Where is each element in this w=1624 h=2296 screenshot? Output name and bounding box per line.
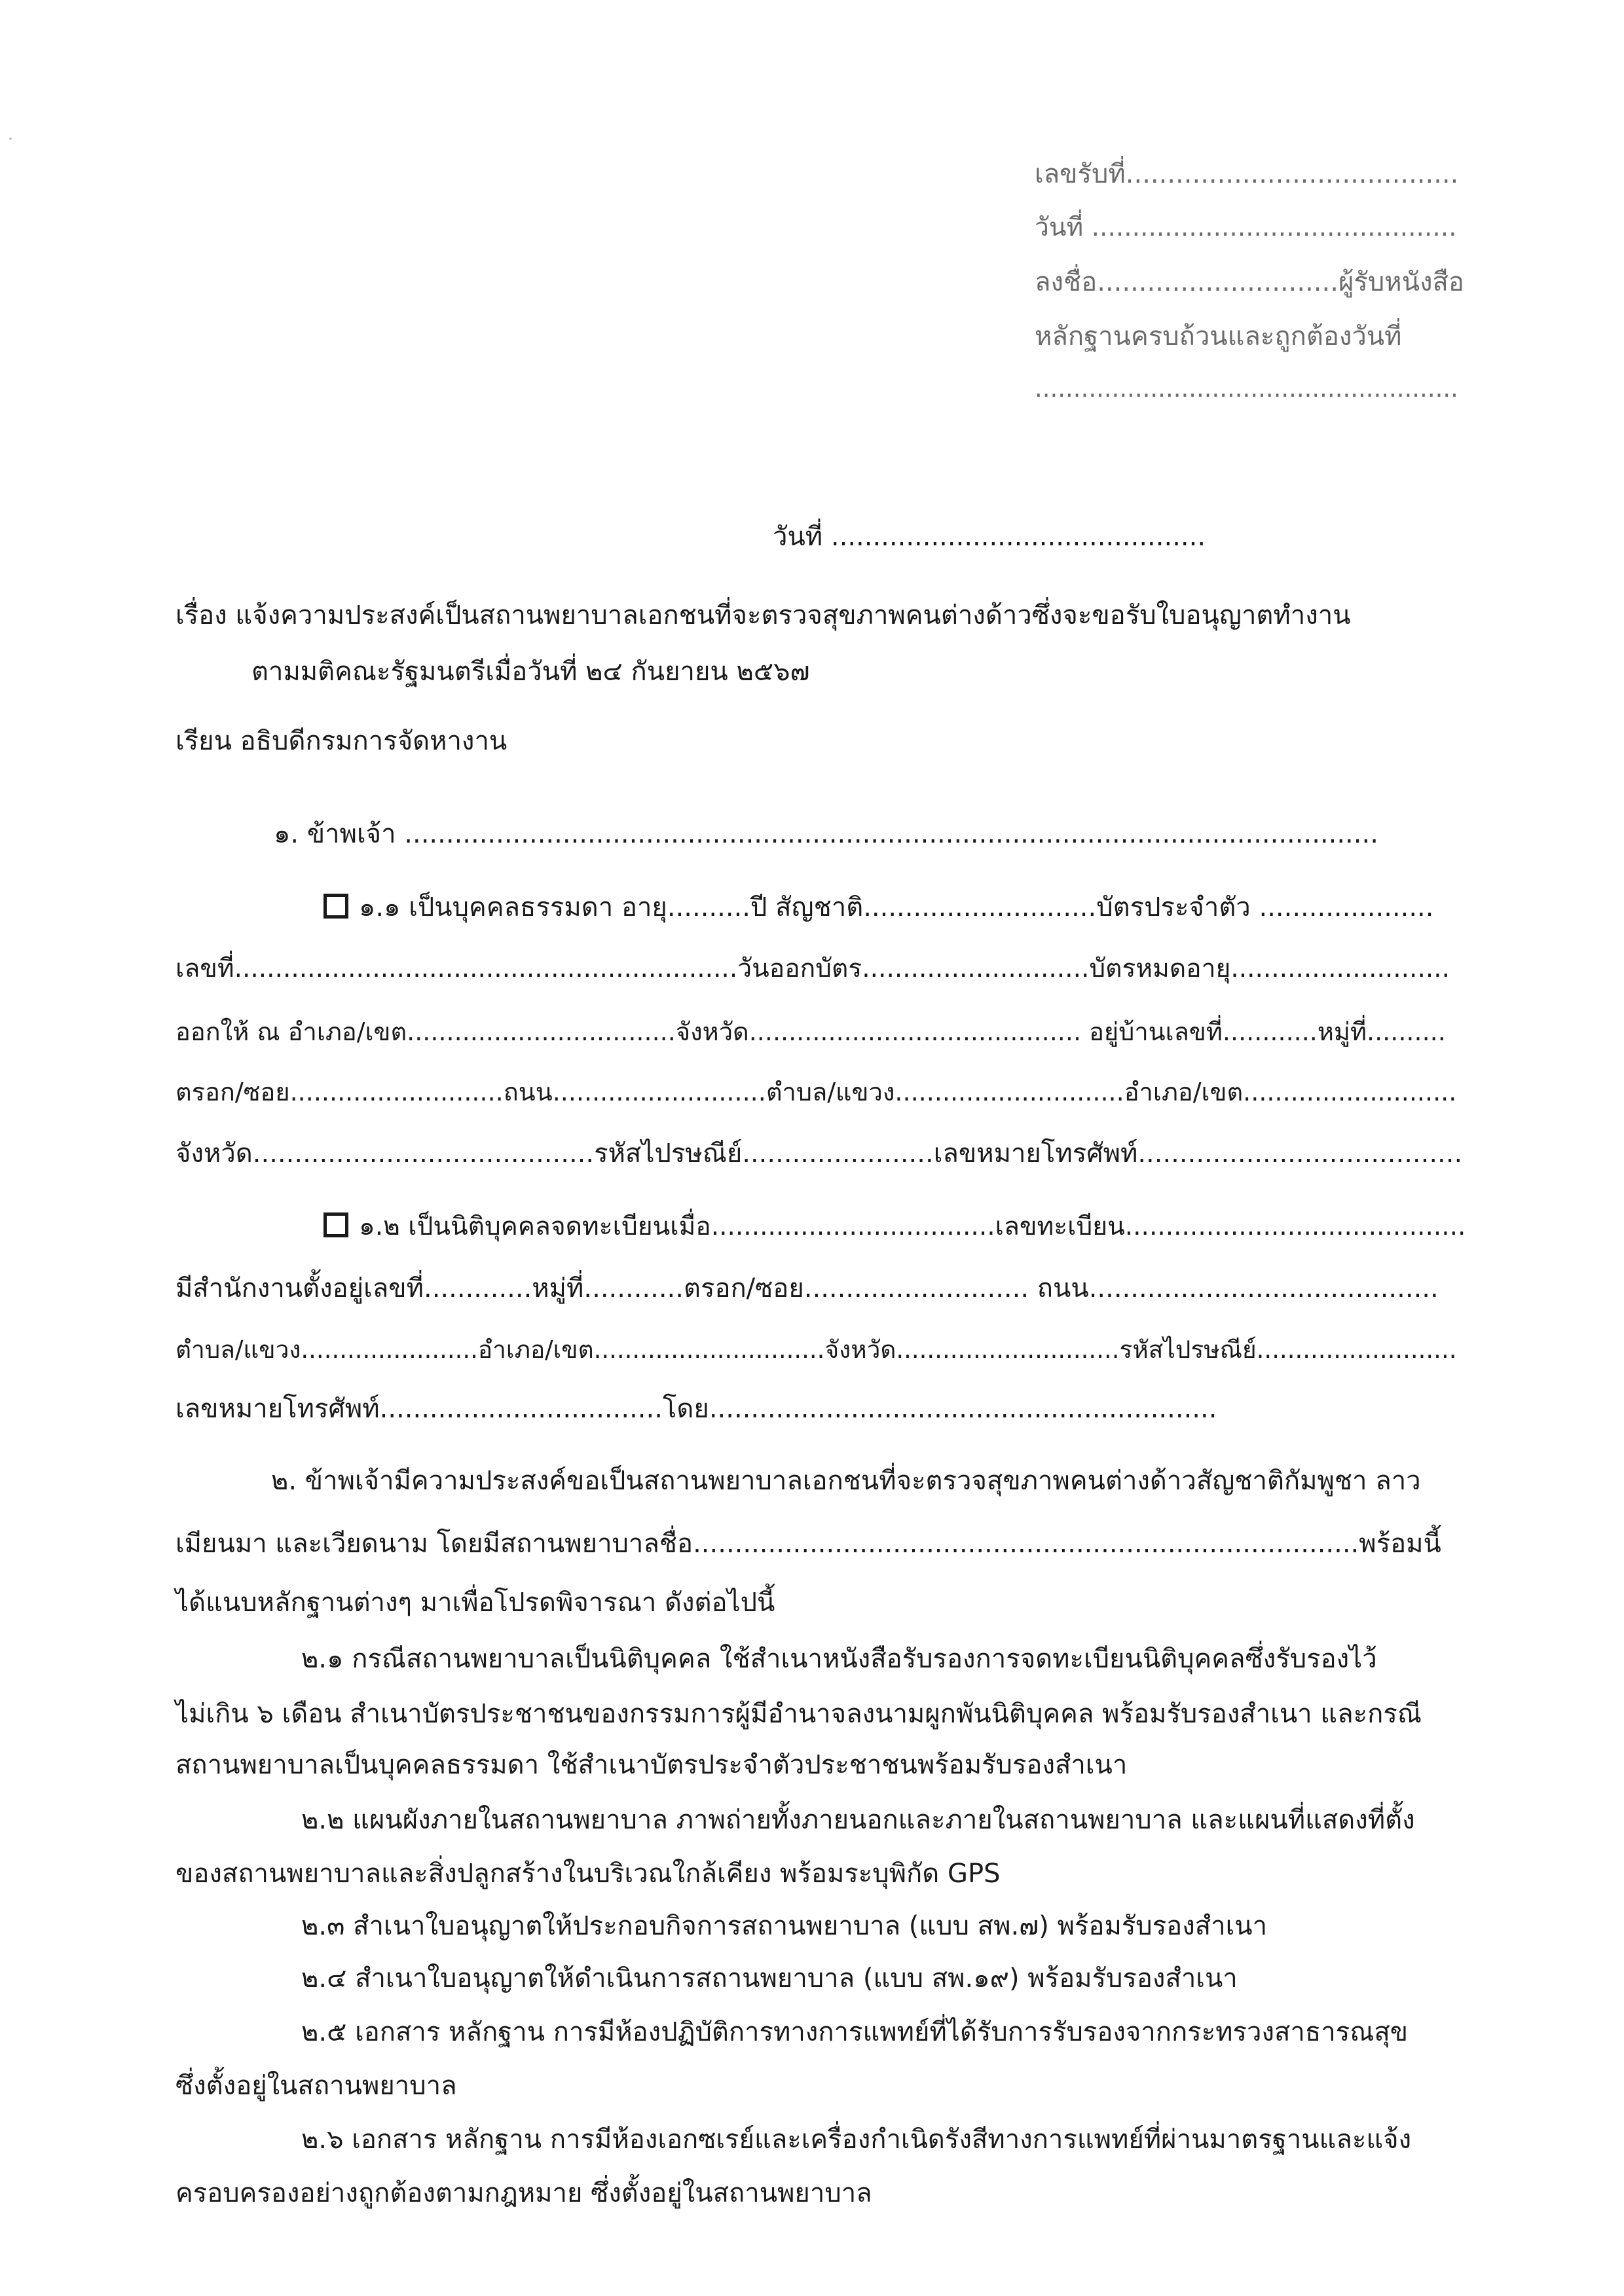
juristic-person-option — [323, 1209, 1466, 1245]
item-2-4-line-1: ๒.๔ สำเนาใบอนุญาตให้ดำเนินการสถานพยาบาล (แบบ สพ.๑๙) พร้อมรับรองสำเนา — [301, 1963, 1238, 1994]
applicant-name-field: ๑. ข้าพเจ้า ..................................................................................................................... — [274, 819, 1378, 849]
item-2-5-line-2: ซึ่งตั้งอยู่ในสถานพยาบาล — [175, 2071, 457, 2101]
subject-line-2: ตามมติคณะรัฐมนตรีเมื่อวันที่ ๒๔ กันยายน ๒๕๖๗ — [251, 657, 810, 687]
recipient-line: เรียน อธิบดีกรมการจัดหางาน — [175, 726, 507, 756]
juristic-person-line-4: เลขหมายโทรศัพท์..................................โดย............................................................. — [175, 1394, 1217, 1424]
receipt-evidence-date-field: ....................................................... — [1035, 374, 1458, 403]
scan-speck — [9, 137, 12, 140]
section2-line-3: ได้แนบหลักฐานต่างๆ มาเพื่อโปรดพิจารณา ดังต่อไปนี้ — [175, 1588, 775, 1618]
natural-person-checkbox[interactable] — [323, 894, 348, 919]
natural-person-line-3: ออกให้ ณ อำเภอ/เขต..................................จังหวัด.......................................... อยู่บ้านเลขที่............หมู่ที่.......... — [175, 1017, 1446, 1046]
item-2-1-line-3: สถานพยาบาลเป็นบุคคลธรรมดา ใช้สำเนาบัตรประจำตัวประชาชนพร้อมรับรองสำเนา — [175, 1750, 1128, 1780]
juristic-person-line-2: มีสำนักงานตั้งอยู่เลขที่.............หมู่ที่............ตรอก/ซอย........................... ถนน.......................................... — [175, 1273, 1439, 1303]
juristic-person-checkbox[interactable] — [323, 1212, 348, 1237]
receipt-signature-field: ลงชื่อ.............................ผู้รับหนังสือ — [1035, 267, 1464, 297]
section2-line-2: เมียนมา และเวียดนาม โดยมีสถานพยาบาลชื่อ................................................................................พร้อมนี้ — [175, 1529, 1441, 1559]
item-2-3-line-1: ๒.๓ สำเนาใบอนุญาตให้ประกอบกิจการสถานพยาบาล (แบบ สพ.๗) พร้อมรับรองสำเนา — [301, 1911, 1268, 1941]
item-2-2-line-2: ของสถานพยาบาลและสิ่งปลูกสร้างในบริเวณใกล้เคียง พร้อมระบุพิกัด GPS — [175, 1859, 1001, 1889]
natural-person-option — [323, 889, 1433, 926]
subject-line-1: เรื่อง แจ้งความประสงค์เป็นสถานพยาบาลเอกชนที่จะตรวจสุขภาพคนต่างด้าวซึ่งจะขอรับใบอนุญาตทำงาน — [175, 600, 1351, 630]
item-2-1-line-1: ๒.๑ กรณีสถานพยาบาลเป็นนิติบุคคล ใช้สำเนาหนังสือรับรองการจดทะเบียนนิติบุคคลซึ่งรับรองไว้ — [301, 1644, 1377, 1674]
item-2-6-line-2: ครอบครองอย่างถูกต้องตามกฎหมาย ซึ่งตั้งอยู่ในสถานพยาบาล — [175, 2178, 872, 2208]
item-2-1-line-2: ไม่เกิน ๖ เดือน สำเนาบัตรประชาชนของกรรมการผู้มีอำนาจลงนามผูกพันนิติบุคคล พร้อมรับรองสำเนา และกรณี — [175, 1699, 1422, 1729]
juristic-person-line-3: ตำบล/แขวง.......................อำเภอ/เขต..............................จังหวัด.............................รหัสไปรษณีย์.......................... — [175, 1336, 1457, 1364]
item-2-6-line-1: ๒.๖ เอกสาร หลักฐาน การมีห้องเอกซเรย์และเครื่องกำเนิดรังสีทางการแพทย์ที่ผ่านมาตรฐานและแจ้ง — [301, 2124, 1412, 2155]
document-date-field: วันที่ ............................................. — [773, 522, 1206, 552]
item-2-2-line-1: ๒.๒ แผนผังภายในสถานพยาบาล ภาพถ่ายทั้งภายนอกและภายในสถานพยาบาล และแผนที่แสดงที่ตั้ง — [301, 1805, 1415, 1835]
natural-person-line-2: เลขที่..............................................................วันออกบัตร............................บัตรหมดอายุ........................... — [175, 954, 1450, 983]
natural-person-line-5: จังหวัด.........................................รหัสไปรษณีย์.......................เลขหมายโทรศัพท์....................................... — [175, 1139, 1463, 1169]
receipt-number-field: เลขรับที่........................................ — [1035, 159, 1459, 189]
natural-person-line-1: ๑.๑ เป็นบุคคลธรรมดา อายุ..........ปี สัญชาติ............................บัตรประจำตัว ..................... — [359, 892, 1434, 922]
natural-person-line-4: ตรอก/ซอย...........................ถนน...........................ตำบล/แขวง.............................อำเภอ/เขต........................... — [175, 1078, 1457, 1106]
section2-line-1: ๒. ข้าพเจ้ามีความประสงค์ขอเป็นสถานพยาบาลเอกชนที่จะตรวจสุขภาพคนต่างด้าวสัญชาติกัมพูชา ลาว — [271, 1466, 1421, 1496]
juristic-person-line-1: ๑.๒ เป็นนิติบุคคลจดทะเบียนเมื่อ...................................เลขทะเบียน.......................................... — [359, 1212, 1466, 1241]
receipt-evidence-label: หลักฐานครบถ้วนและถูกต้องวันที่ — [1035, 321, 1402, 352]
item-2-5-line-1: ๒.๕ เอกสาร หลักฐาน การมีห้องปฏิบัติการทางการแพทย์ที่ได้รับการรับรองจากกระทรวงสาธารณสุข — [301, 2017, 1409, 2047]
receipt-date-field: วันที่ ............................................. — [1035, 213, 1457, 242]
